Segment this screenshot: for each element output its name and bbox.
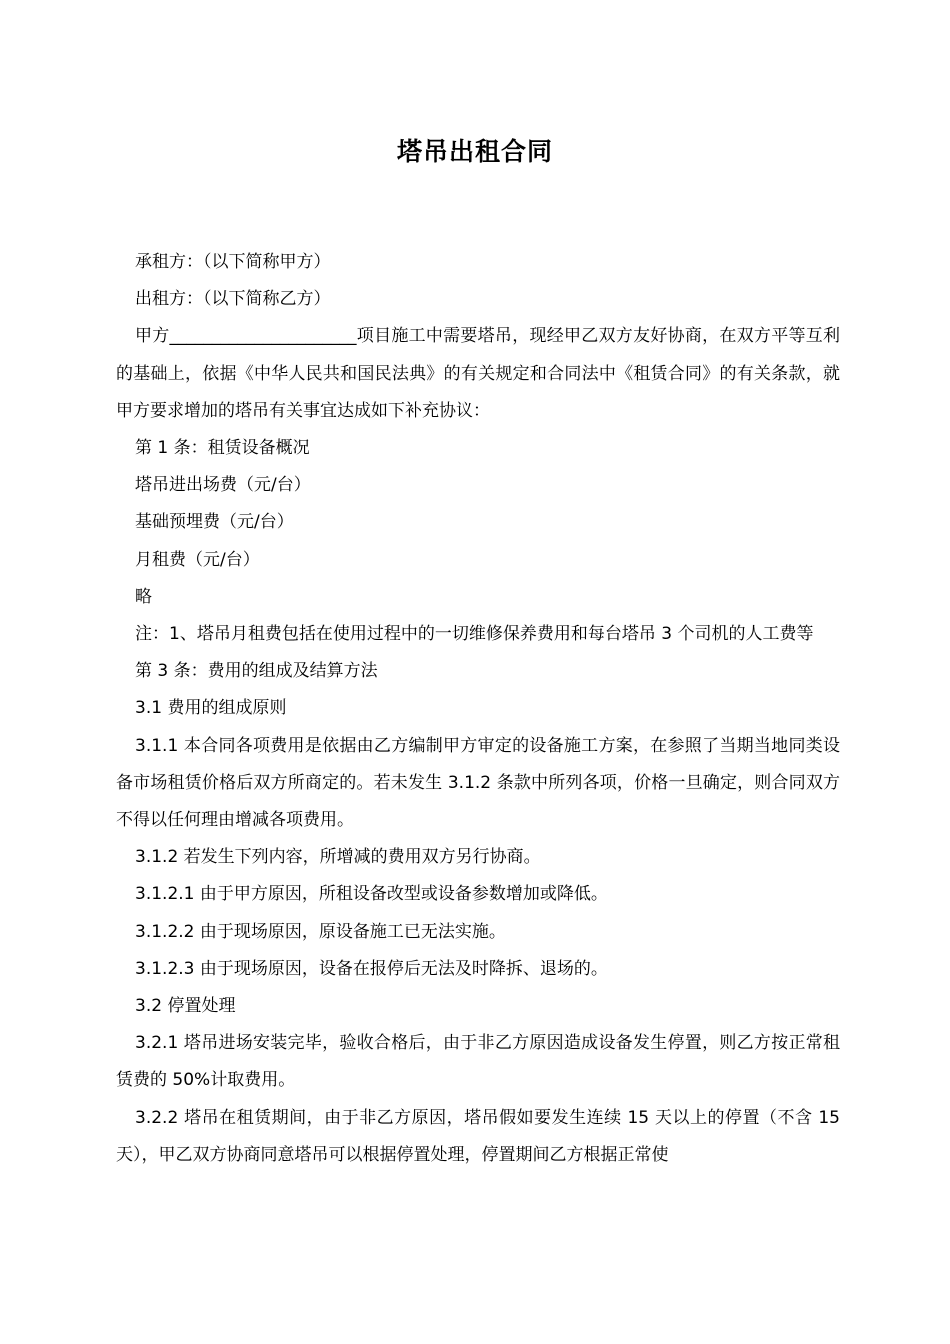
paragraph-entry-exit-fee: 塔吊进出场费（元/台）: [135, 475, 311, 496]
paragraph-lessee: 承租方：（以下简称甲方）: [135, 252, 331, 272]
paragraph-3-1-2-1: 3.1.2.1 由于甲方原因，所租设备改型或设备参数增加或降低。: [135, 884, 608, 905]
paragraph-article-3: 第 3 条：费用的组成及结算方法: [135, 661, 378, 682]
paragraph-3-1-1: 3.1.1 本合同各项费用是依据由乙方编制甲方审定的设备施工方案，在参照了当期当地同类设备市场租赁价格后双方所商定的。若未发生 3.1.2 条款中所列各项，价格一旦确定，则合同双方不得以任何理由增减各项费用。: [116, 735, 840, 831]
paragraph-3-2-1: 3.2.1 塔吊进场安装完毕，验收合格后，由于非乙方原因造成设备发生停置，则乙方按正常租赁费的 50%计取费用。: [116, 1033, 840, 1091]
paragraph-3-1-2: 3.1.2 若发生下列内容，所增减的费用双方另行协商。: [135, 847, 541, 868]
paragraph-3-1-2-3: 3.1.2.3 由于现场原因，设备在报停后无法及时降拆、退场的。: [135, 958, 608, 979]
paragraph-3-2-2: 3.2.2 塔吊在租赁期间，由于非乙方原因，塔吊假如要发生连续 15 天以上的停置（不含 15 天），甲乙双方协商同意塔吊可以根据停置处理，停置期间乙方根据正常使: [116, 1107, 840, 1165]
document-title: 塔吊出租合同: [396, 137, 553, 166]
paragraph-note: 注：1、塔吊月租费包括在使用过程中的一切维修保养费用和每台塔吊 3 个司机的人工费等: [135, 624, 814, 645]
paragraph-omitted: 略: [135, 586, 152, 607]
paragraph-3-1-2-2: 3.1.2.2 由于现场原因，原设备施工已无法实施。: [135, 921, 506, 942]
document-body: [116, 244, 840, 1174]
paragraph-3-2: 3.2 停置处理: [135, 996, 236, 1017]
paragraph-foundation-fee: 基础预埋费（元/台）: [135, 512, 294, 533]
paragraph-article-1: 第 1 条：租赁设备概况: [135, 438, 310, 459]
paragraph-monthly-rent: 月租费（元/台）: [135, 549, 260, 570]
paragraph-3-1: 3.1 费用的组成原则: [135, 698, 287, 719]
paragraph-preamble: 甲方______________________项目施工中需要塔吊，现经甲乙双方友好协商，在双方平等互利的基础上，依据《中华人民共和国民法典》的有关规定和合同法中《租赁合同》的有关条款，就甲方要求增加的塔吊有关事宜达成如下补充协议：: [116, 326, 840, 421]
paragraph-lessor: 出租方：（以下简称乙方）: [135, 289, 331, 310]
